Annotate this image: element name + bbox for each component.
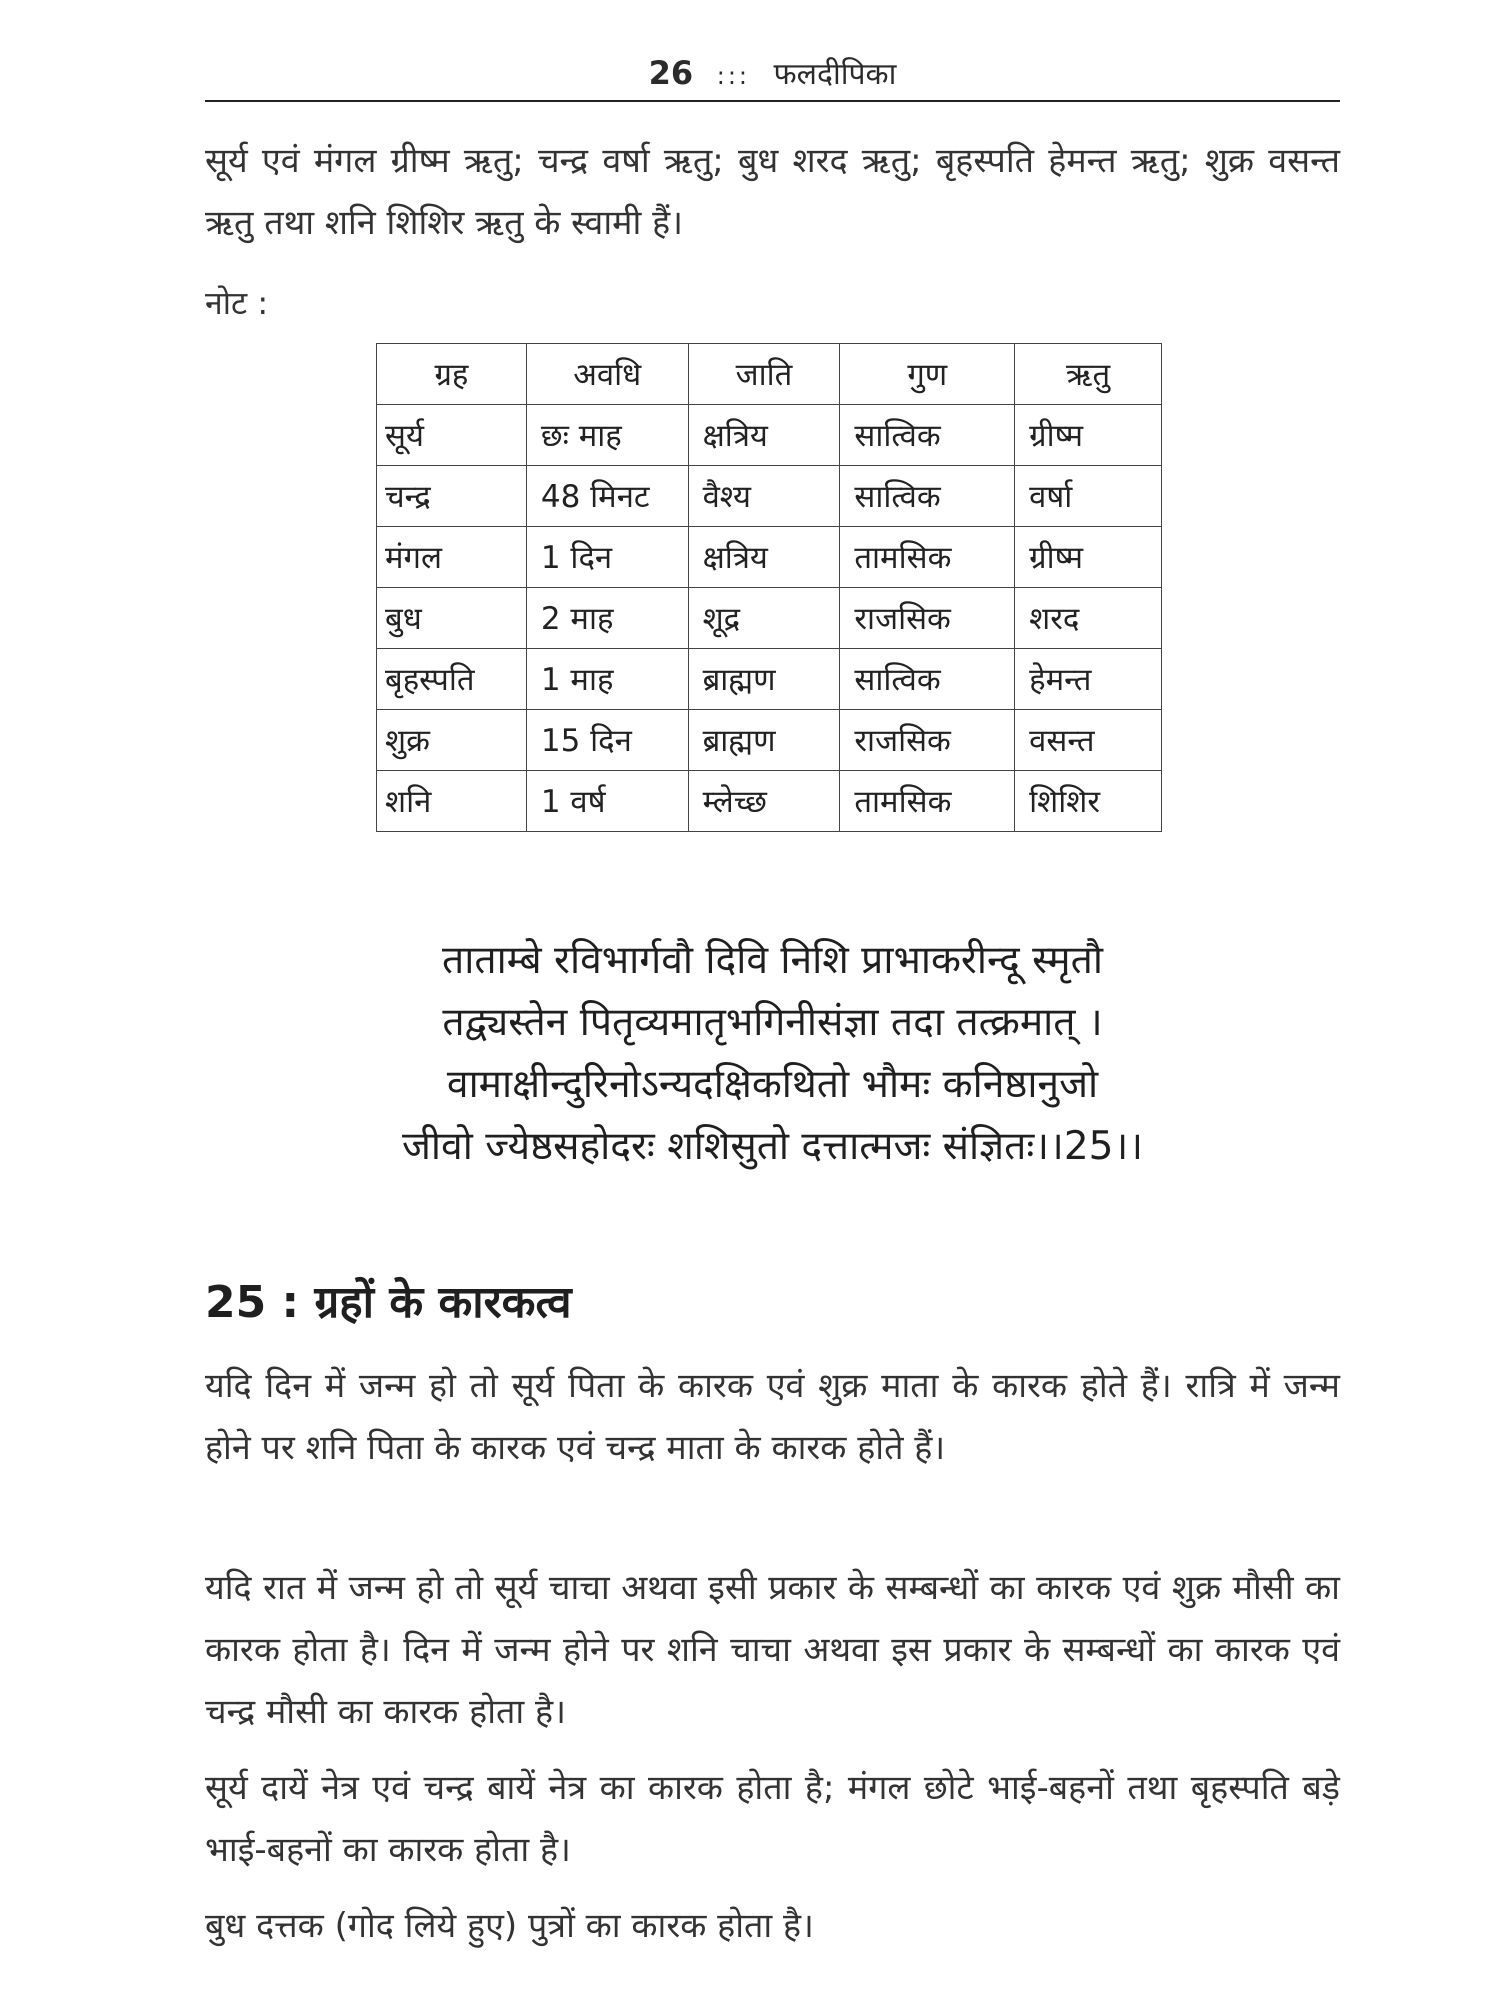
table-cell: ग्रीष्म xyxy=(1015,527,1162,588)
header-separator: ::: xyxy=(716,62,750,90)
table-header-cell: जाति xyxy=(688,344,840,405)
table-row xyxy=(377,649,1162,710)
shloka-line: वामाक्षीन्दुरिनोऽन्यदक्षिकथितो भौमः कनिष्ठानुजो xyxy=(446,1062,1099,1107)
table-cell: शनि xyxy=(377,771,527,832)
table-header-cell: ग्रह xyxy=(377,344,527,405)
table-cell: राजसिक xyxy=(840,710,1015,771)
table-cell: ब्राह्मण xyxy=(688,710,840,771)
shloka-line: ताताम्बे रविभार्गवौ दिवि निशि प्राभाकरीन्दू स्मृतौ xyxy=(442,938,1103,983)
shloka-line: तद्व्यस्तेन पितृव्यमातृभगिनीसंज्ञा तदा तत्क्रमात् । xyxy=(442,1000,1103,1045)
table-row xyxy=(377,710,1162,771)
table-cell: शिशिर xyxy=(1015,771,1162,832)
table-cell: 2 माह xyxy=(526,588,688,649)
table-cell: 1 माह xyxy=(526,649,688,710)
table-cell: छः माह xyxy=(526,405,688,466)
table-cell: शूद्र xyxy=(688,588,840,649)
note-label: नोट : xyxy=(205,284,269,322)
table-cell: क्षत्रिय xyxy=(688,405,840,466)
table-cell: ब्राह्मण xyxy=(688,649,840,710)
table-row xyxy=(377,405,1162,466)
table-cell: शरद xyxy=(1015,588,1162,649)
table-cell: सात्विक xyxy=(840,649,1015,710)
table-header-cell: ऋतु xyxy=(1015,344,1162,405)
table-row xyxy=(377,588,1162,649)
table-cell: तामसिक xyxy=(840,771,1015,832)
table-cell: सात्विक xyxy=(840,466,1015,527)
table-cell: शुक्र xyxy=(377,710,527,771)
running-header xyxy=(205,48,1340,98)
body-paragraph: सूर्य दायें नेत्र एवं चन्द्र बायें नेत्र का कारक होता है; मंगल छोटे भाई-बहनों तथा बृहस्पति बड़े भाई-बहनों का कारक होता है। xyxy=(205,1768,1340,1870)
table-cell: म्लेच्छ xyxy=(688,771,840,832)
planet-attributes-table xyxy=(376,343,1162,832)
shloka-line: जीवो ज्येष्ठसहोदरः शशिसुतो दत्तात्मजः संज्ञितः।।25।। xyxy=(401,1124,1144,1169)
table-cell: सूर्य xyxy=(377,405,527,466)
table-cell: 15 दिन xyxy=(526,710,688,771)
table-cell: 48 मिनट xyxy=(526,466,688,527)
table-row xyxy=(377,771,1162,832)
table-header-cell: अवधि xyxy=(526,344,688,405)
table-cell: बुध xyxy=(377,588,527,649)
page-number: 26 xyxy=(648,54,694,92)
table-cell: सात्विक xyxy=(840,405,1015,466)
table-cell: 1 वर्ष xyxy=(526,771,688,832)
table-header-row xyxy=(377,344,1162,405)
table-cell: वसन्त xyxy=(1015,710,1162,771)
table-cell: वर्षा xyxy=(1015,466,1162,527)
table-cell: ग्रीष्म xyxy=(1015,405,1162,466)
header-rule xyxy=(205,100,1340,102)
table-header-cell: गुण xyxy=(840,344,1015,405)
body-paragraph: यदि रात में जन्म हो तो सूर्य चाचा अथवा इसी प्रकार के सम्बन्धों का कारक एवं शुक्र मौसी का कारक होता है। दिन में जन्म होने पर शनि चाचा अथवा इस प्रकार के सम्बन्धों का कारक एवं चन्द्र मौसी का कारक होता है। xyxy=(205,1568,1340,1732)
sanskrit-shloka xyxy=(205,930,1340,1178)
table-cell: वैश्य xyxy=(688,466,840,527)
table-cell: क्षत्रिय xyxy=(688,527,840,588)
body-paragraph: यदि दिन में जन्म हो तो सूर्य पिता के कारक एवं शुक्र माता के कारक होते हैं। रात्रि में जन्म होने पर शनि पिता के कारक एवं चन्द्र माता के कारक होते हैं। xyxy=(205,1366,1340,1468)
section-heading: 25 : ग्रहों के कारकत्व xyxy=(205,1277,572,1328)
table-cell: तामसिक xyxy=(840,527,1015,588)
table-cell: मंगल xyxy=(377,527,527,588)
intro-paragraph: सूर्य एवं मंगल ग्रीष्म ऋतु; चन्द्र वर्षा ऋतु; बुध शरद ऋतु; बृहस्पति हेमन्त ऋतु; शुक्र वसन्त ऋतु तथा शनि शिशिर ऋतु के स्वामी हैं। xyxy=(205,141,1340,243)
table-cell: चन्द्र xyxy=(377,466,527,527)
table-cell: राजसिक xyxy=(840,588,1015,649)
book-title: फलदीपिका xyxy=(773,57,897,92)
table-cell: बृहस्पति xyxy=(377,649,527,710)
table-cell: 1 दिन xyxy=(526,527,688,588)
table-row xyxy=(377,527,1162,588)
table-row xyxy=(377,466,1162,527)
body-paragraph: बुध दत्तक (गोद लिये हुए) पुत्रों का कारक होता है। xyxy=(205,1906,814,1946)
table-cell: हेमन्त xyxy=(1015,649,1162,710)
